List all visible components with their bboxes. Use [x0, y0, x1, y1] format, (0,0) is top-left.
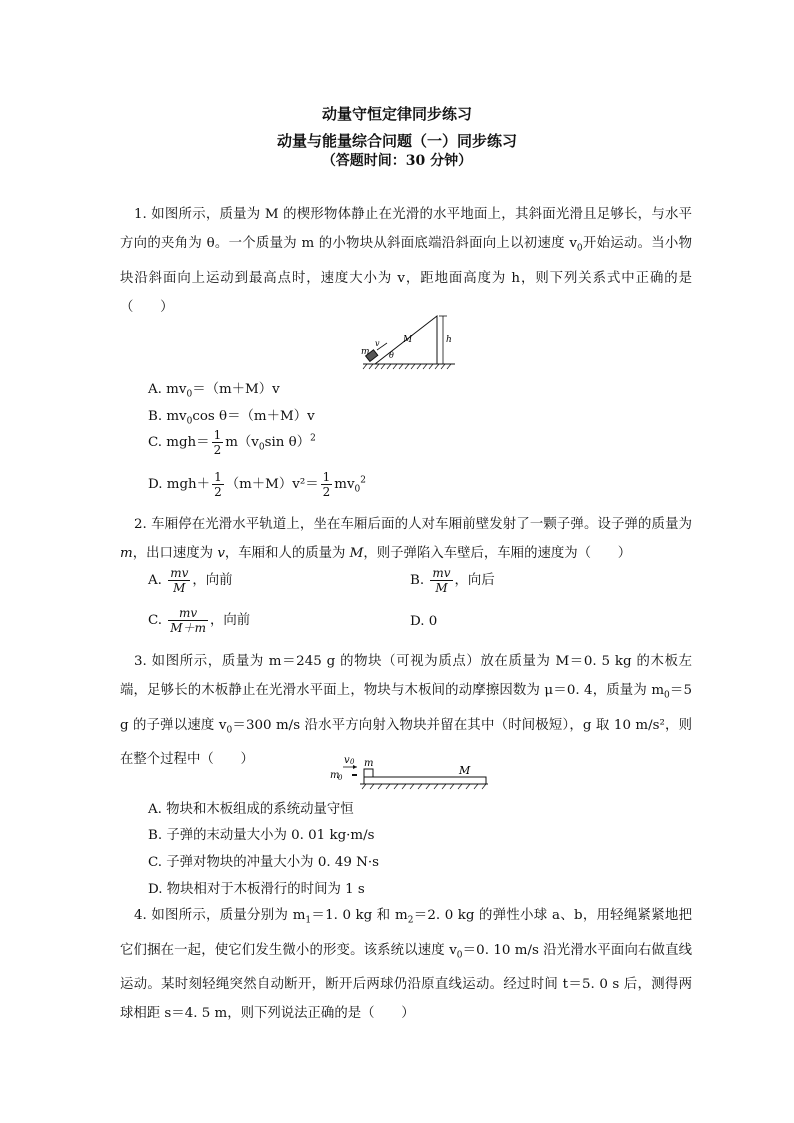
q3-option-a[interactable]: A. 物块和木板组成的系统动量守恒	[148, 802, 354, 817]
sub-title: 动量与能量综合问题（一）同步练习	[276, 132, 517, 150]
svg-text:v: v	[344, 755, 350, 766]
fraction: $\frac{mv}{M}$	[432, 566, 451, 595]
svg-text:m: m	[330, 770, 340, 781]
q2-option-d[interactable]: D. 0	[410, 614, 438, 629]
q1-wedge-figure	[355, 306, 465, 372]
q3-board-figure	[326, 752, 496, 792]
main-title: 动量守恒定律同步练习	[321, 105, 472, 123]
q1-option-a[interactable]: A. $mv_0=(m+M)v$	[148, 382, 280, 400]
q2-option-c[interactable]: C. $\frac{mv}{M+m}$ ，向前	[148, 606, 251, 635]
q1-option-c[interactable]: C. mgh＝ $\frac{1}{2}$ $m(v_0\sin$ θ）$^2$	[148, 428, 316, 457]
svg-text:m: m	[364, 758, 374, 769]
q2-option-a[interactable]: A. $\frac{mv}{M}$ ，向前	[148, 566, 233, 595]
fraction-half: $\frac{1}{2}$	[213, 428, 222, 457]
svg-text:M: M	[403, 335, 413, 345]
svg-text:0: 0	[338, 774, 343, 782]
fraction: $\frac{mv}{M+m}$	[170, 606, 206, 635]
svg-text:v: v	[375, 339, 380, 348]
svg-text:h: h	[446, 335, 452, 345]
svg-text:0: 0	[350, 758, 355, 766]
svg-text:M: M	[459, 764, 471, 777]
svg-text:θ: θ	[389, 351, 394, 360]
q1-option-d[interactable]: D. mgh＋ $\frac{1}{2}$ （m＋M）v²＝ $\frac{1}{2}$ $mv_0^2$	[148, 470, 366, 499]
q3-option-c[interactable]: C. 子弹对物块的冲量大小为 0. 49 N·s	[148, 855, 380, 870]
q3-option-b[interactable]: B. 子弹的末动量大小为 0. 01 kg·m/s	[148, 828, 375, 843]
fraction-half: $\frac{1}{2}$	[214, 470, 222, 499]
question-4-stem: 4. 如图所示，质量分别为 $m_1=1$. 0 kg 和 $m_2=2$. 0 kg 的弹性小球 a、b，用轻绳紧紧地把它们捆在一起，使它们发生微小的形变。该系统以速度 $v_0=0$. 10 m/s 沿光滑水平面向右做直线运动。某时刻轻绳突然自动断开，断开后两球仍沿原直线运动。经过时间 t＝5. 0 s 后，测得两球相距 s＝4. 5 m，则下列说法正确的是（ ）	[120, 908, 692, 1022]
fraction-half: $\frac{1}{2}$	[322, 470, 331, 499]
time-note: （答题时间：30 分钟）	[321, 153, 473, 169]
question-3-stem: 3. 如图所示，质量为 m＝245 g 的物块（可视为质点）放在质量为 M＝0. 5 kg 的木板左端，足够长的木板静止在光滑水平面上，物块与木板间的动摩擦因数为 μ＝0. 4，质量为 $m_0=5$ g 的子弹以速度 $v_0=300$ m/s 沿水平方向射入物块并留在其中（时间极短），g 取 10 m/s²，则在整个过程中（ ）	[120, 654, 693, 768]
q3-option-d[interactable]: D. 物块相对于木板滑行的时间为 1 s	[148, 882, 365, 897]
q1-option-b[interactable]: B. $mv_0\cos$ θ＝（m＋M）v	[148, 409, 315, 427]
question-2-stem: 2. 车厢停在光滑水平轨道上，坐在车厢后面的人对车厢前壁发射了一颗子弹。设子弹的质量为 m，出口速度为 v，车厢和人的质量为 M，则子弹陷入车壁后，车厢的速度为（ ）	[120, 517, 692, 561]
svg-text:m: m	[361, 347, 370, 357]
fraction: $\frac{mv}{M}$	[170, 566, 189, 595]
q2-option-b[interactable]: B. $\frac{mv}{M}$ ，向后	[410, 566, 495, 595]
question-1-stem: 1. 如图所示，质量为 M 的楔形物体静止在光滑的水平地面上，其斜面光滑且足够长，与水平方向的夹角为 θ。一个质量为 m 的小物块从斜面底端沿斜面向上以初速度 $v_0$开始运动。当小物块沿斜面向上运动到最高点时，速度大小为 v，距地面高度为 h，则下列关系式中正确的是（ ）	[120, 207, 692, 315]
